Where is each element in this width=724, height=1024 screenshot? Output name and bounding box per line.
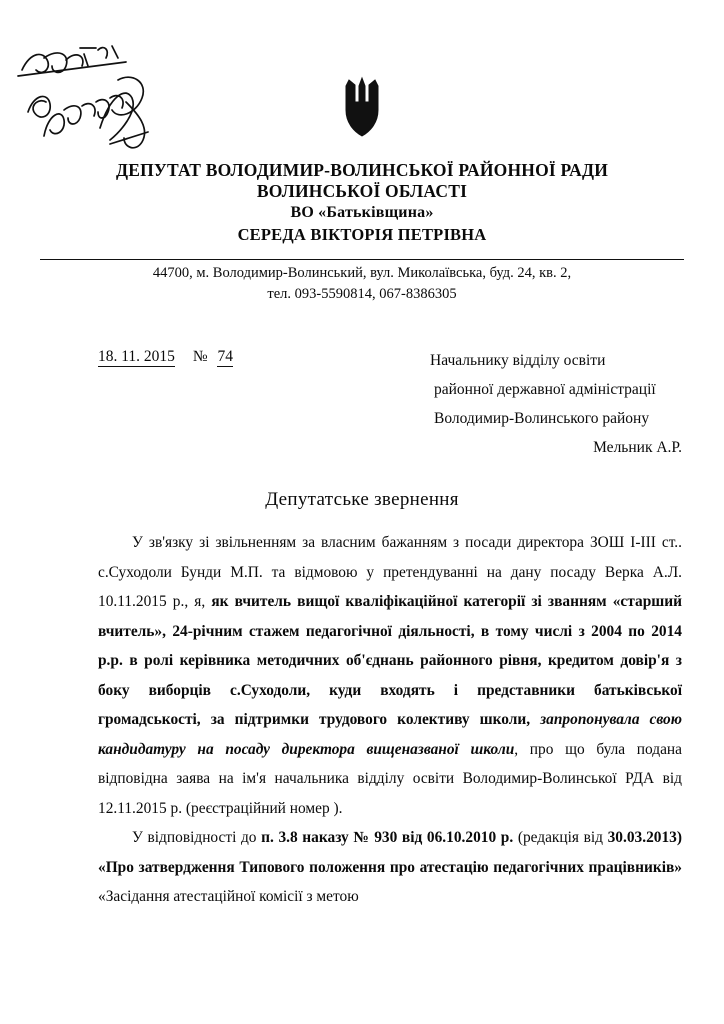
paragraph-2: [98, 823, 682, 912]
address-line-1: 44700, м. Володимир-Волинський, вул. Миколаївська, буд. 24, кв. 2,: [152, 265, 572, 281]
letterhead-header: [40, 160, 684, 246]
p1-part-3: запропонувала свою кандидатуру на посаду директора вищеназваної школи: [98, 711, 682, 758]
number-label: №: [192, 348, 208, 365]
addressee-line-2: районної державної адміністрації: [434, 381, 656, 398]
ukraine-trident-emblem-icon: [0, 76, 724, 138]
p2-part-4: 30.03.2013) «Про затвердження Типового положення про атестацію педагогічних працівників»: [98, 829, 682, 876]
addressee-line-3: Володимир-Волинського району: [434, 410, 650, 427]
addressee-line-4: Мельник А.Р.: [593, 439, 682, 456]
p2-part-2: п. 3.8 наказу № 930 від 06.10.2010 р.: [261, 829, 514, 846]
reference-row: [98, 348, 233, 366]
p1-part-4: , про що була подана відповідна заява на ім'я начальника відділу освіти Володимир-Волинської РДА від 12.11.2015 р. (реєстраційний номер ).: [98, 740, 682, 817]
addressee-line-1: Начальнику відділу освіти: [430, 352, 606, 369]
header-line-2: ВОЛИНСЬКОЇ ОБЛАСТІ: [256, 181, 468, 201]
addressee-block: [430, 346, 688, 462]
p2-part-5: «Засідання атестаційної комісії з метою: [98, 888, 359, 905]
p1-part-2: як вчитель вищої кваліфікаційної категорії зі званням «старший вчитель», 24-річним стажем педагогічної діяльності, в тому числі з 2004 по 2014 р.р. в ролі керівника методичних об'єднань районного рівня, кредитом довір'я з боку виборців с.Суходоли, куди входять і представники батьківської громадськості, за підтримки трудового колективу школи,: [98, 593, 682, 728]
header-divider: [40, 259, 684, 260]
document-body: [98, 528, 682, 912]
paragraph-1: [98, 528, 682, 823]
header-line-3: ВО «Батьківщина»: [290, 204, 434, 221]
header-line-4: СЕРЕДА ВІКТОРІЯ ПЕТРІВНА: [237, 225, 487, 244]
address-line-2: тел. 093-5590814, 067-8386305: [267, 286, 457, 302]
document-title: Депутатське звернення: [265, 489, 459, 510]
p2-part-1: У відповідності до: [132, 829, 262, 846]
p1-part-1: У зв'язку зі звільненням за власним бажанням з посади директора ЗОШ I-III ст.. с.Суходоли Бунди М.П. та відмовою у претендуванні на дану посаду Верка А.Л. 10.11.2015 р., я,: [98, 534, 682, 610]
document-number: 74: [217, 348, 233, 365]
p2-part-3: (редакція від: [513, 829, 608, 846]
header-line-1: ДЕПУТАТ ВОЛОДИМИР-ВОЛИНСЬКОЇ РАЙОННОЇ РАДИ: [115, 160, 609, 180]
contact-address: [40, 263, 684, 305]
document-date: 18. 11. 2015: [98, 348, 175, 365]
